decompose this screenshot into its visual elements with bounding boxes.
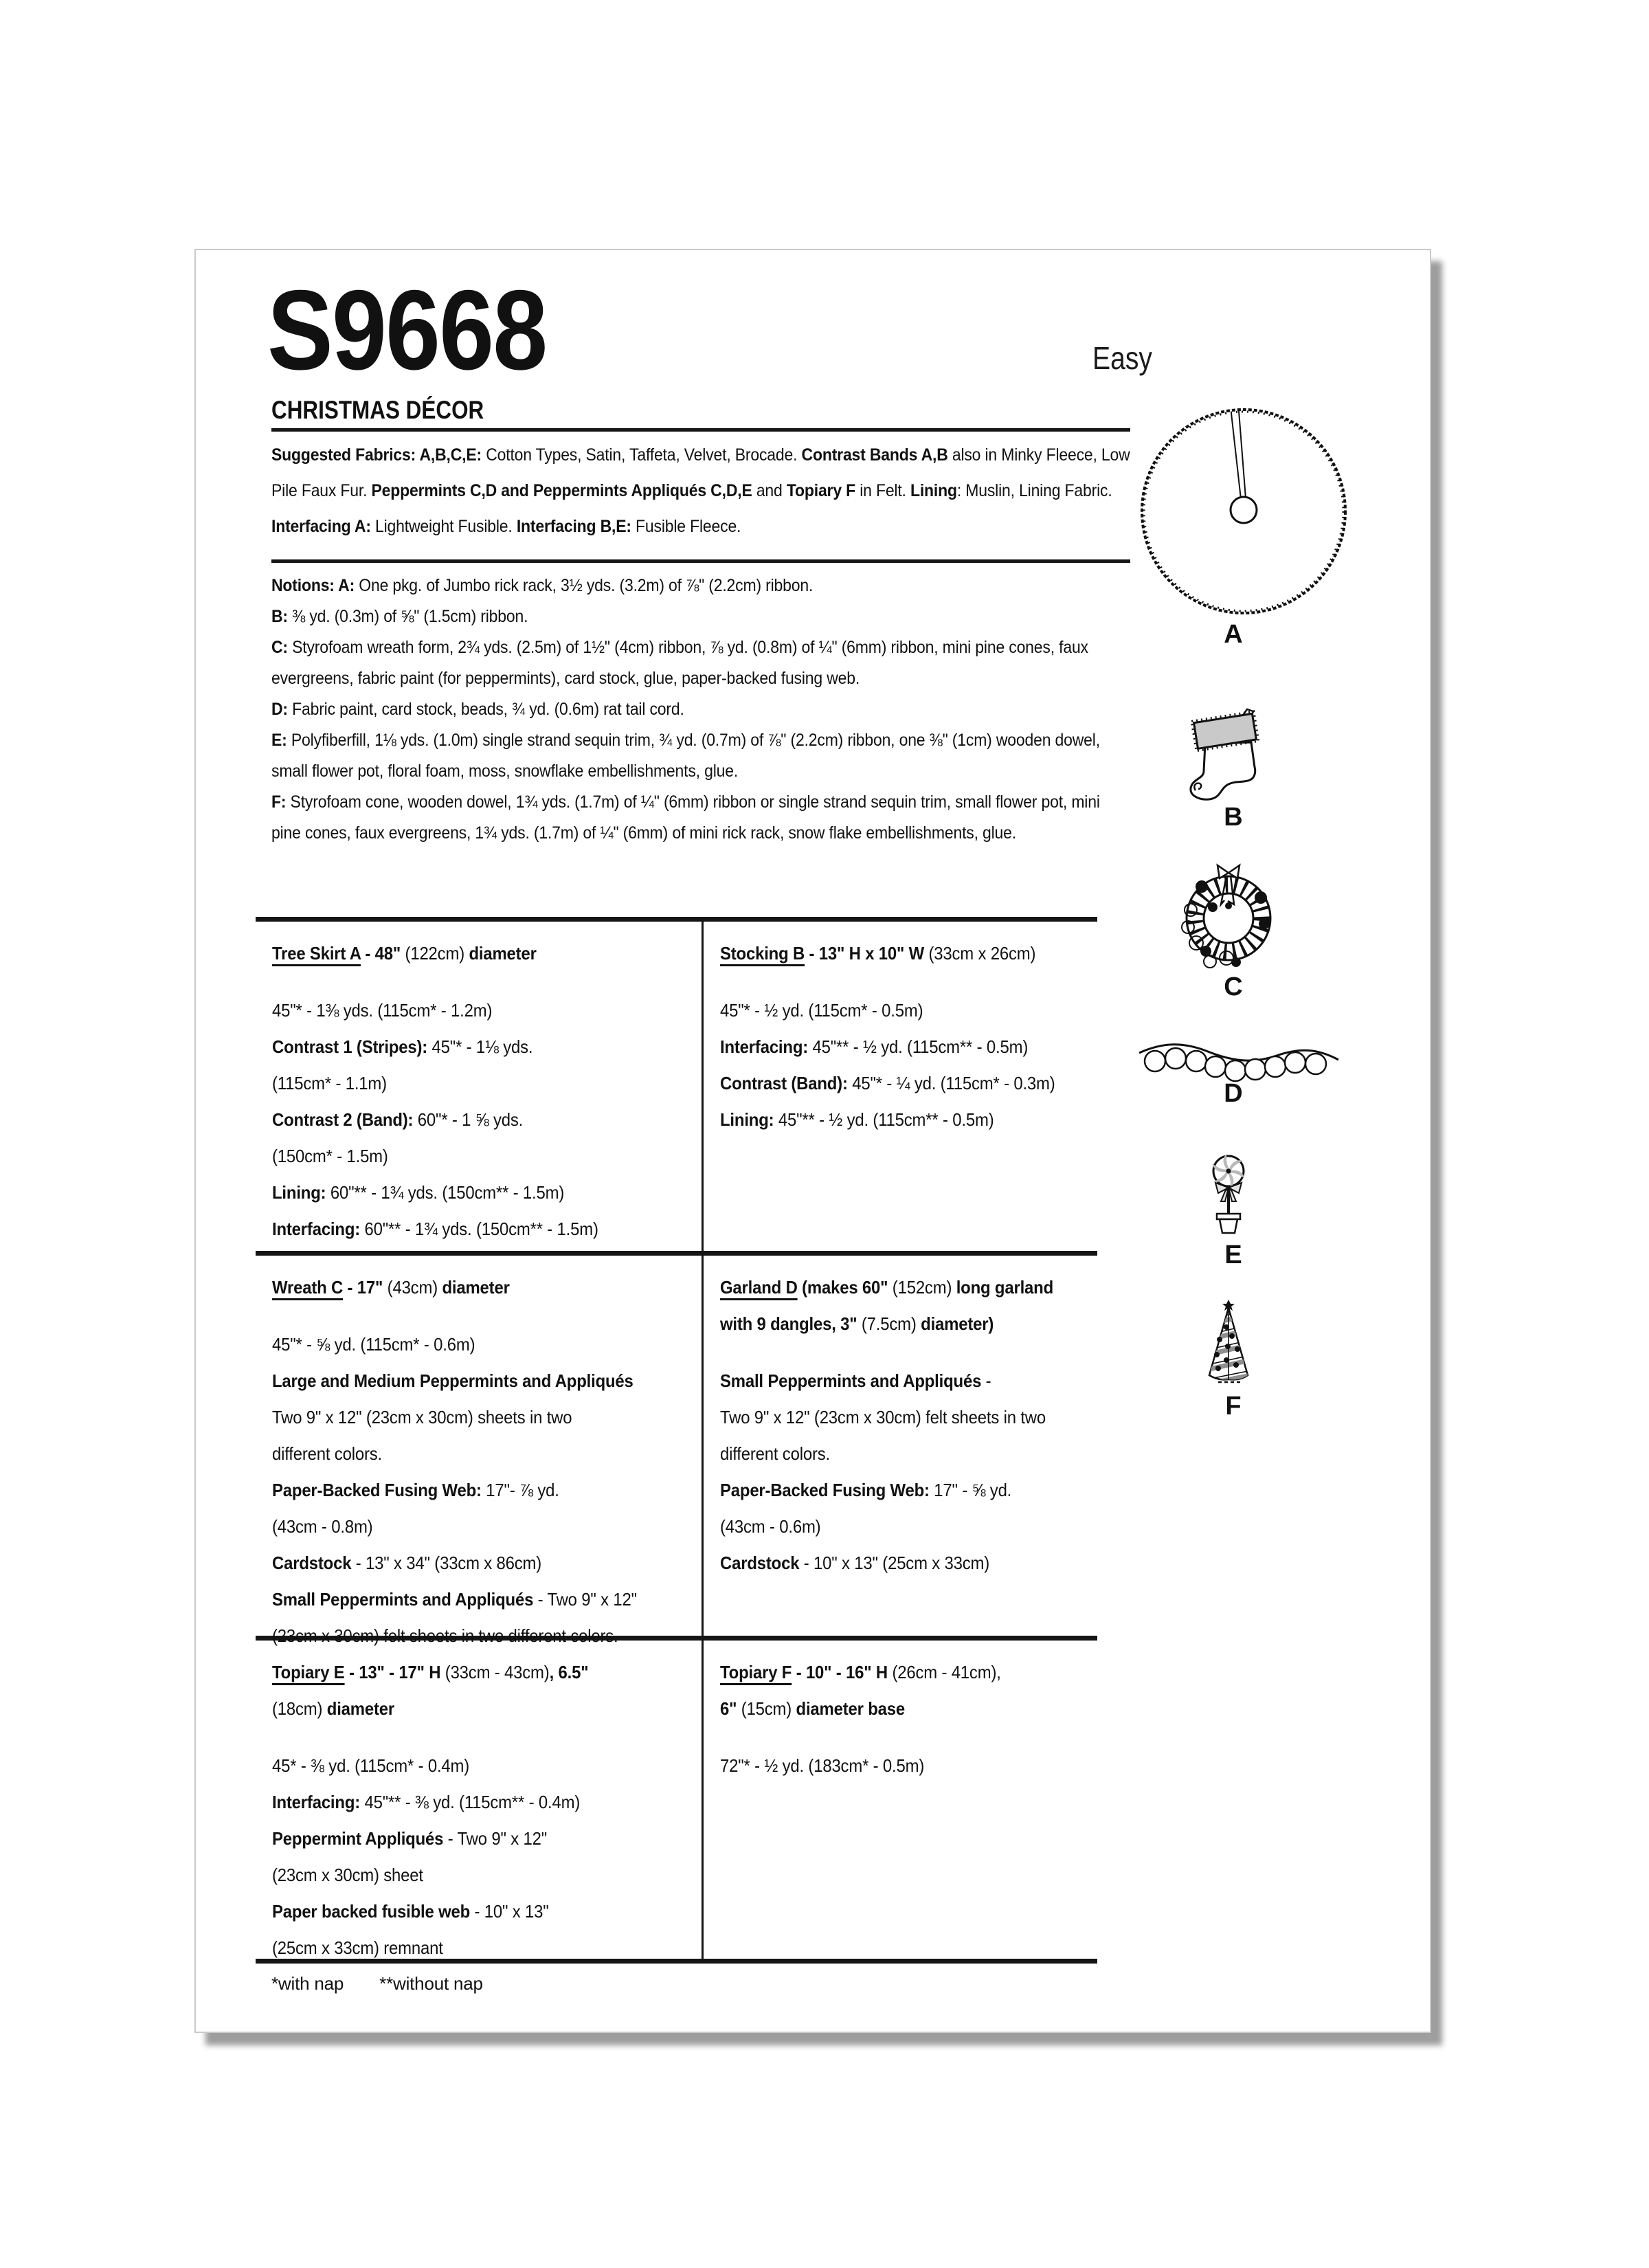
- table-cell-wreath-c: [256, 1256, 704, 1646]
- section-body-wreath-c: 45"* - ⅝ yd. (115cm* - 0.6m) Large and Medium Peppermints and Appliqués Two 9" x 12" (23cm x 30cm) sheets in two different colors. Paper-Backed Fusing Web: 17"- ⅞ yd. (43cm - 0.8m) Cardstock - 13" x 34" (33cm x 86cm) Small Peppermints and Appliqués - Two 9" x 12" (23cm x 30cm) felt sheets in two different colors.: [272, 1334, 637, 1646]
- section-title-topiary-e: Topiary E - 13" - 17" H (33cm - 43cm), 6.5" (18cm) diameter: [272, 1662, 589, 1719]
- notions-paragraph: [271, 570, 1130, 849]
- wreath-c-icon: [1170, 862, 1287, 979]
- illustration-label-c: C: [1224, 972, 1243, 1001]
- divider-rule-top: [271, 428, 1130, 432]
- table-cell-topiary-e: [256, 1641, 704, 1959]
- section-body-topiary-e: 45* - ⅜ yd. (115cm* - 0.4m) Interfacing: 45"** - ⅜ yd. (115cm** - 0.4m) Peppermint Appliqués - Two 9" x 12" (23cm x 30cm) sheet Paper backed fusible web - 10" x 13" (25cm x 33cm) remnant: [272, 1755, 581, 1958]
- topiary-e-icon: [1185, 1150, 1275, 1243]
- notion-item-b: B: ⅜ yd. (0.3m) of ⅝" (1.5cm) ribbon.: [271, 607, 528, 626]
- pattern-envelope-back-page: [194, 249, 1431, 2033]
- section-body-stocking-b: 45"* - ½ yd. (115cm* - 0.5m) Interfacing: 45"** - ½ yd. (115cm** - 0.5m) Contrast (Band): 45"* - ¼ yd. (115cm* - 0.3m) Lining: 45"** - ½ yd. (115cm** - 0.5m): [720, 1000, 1055, 1130]
- illustration-label-d: D: [1224, 1079, 1243, 1108]
- section-title-stocking-b: Stocking B - 13" H x 10" W (33cm x 26cm): [720, 943, 1036, 964]
- footnote-without-nap: **without nap: [379, 1973, 483, 1994]
- difficulty-level: Easy: [1092, 340, 1152, 376]
- section-body-tree-skirt-a: 45"* - 1⅜ yds. (115cm* - 1.2m) Contrast 1 (Stripes): 45"* - 1⅛ yds. (115cm* - 1.1m) Contrast 2 (Band): 60"* - 1 ⅝ yds. (150cm* - 1.5m) Lining: 60"** - 1¾ yds. (150cm** - 1.5m) Interfacing: 60"** - 1¾ yds. (150cm** - 1.5m): [272, 1000, 598, 1239]
- table-cell-topiary-f: [704, 1641, 1097, 1959]
- illustration-label-b: B: [1224, 803, 1243, 832]
- illustration-label-a: A: [1224, 620, 1243, 649]
- section-title-wreath-c: Wreath C - 17" (43cm) diameter: [272, 1277, 510, 1298]
- cone-topiary-illustration: [1177, 1298, 1280, 1388]
- section-title-garland-d: Garland D (makes 60" (152cm) long garland with 9 dangles, 3" (7.5cm) diameter): [720, 1277, 1054, 1334]
- stocking-illustration: [1189, 709, 1278, 805]
- tree-skirt-illustration: [1127, 398, 1360, 625]
- stocking-b-icon: [1189, 709, 1278, 805]
- category-title: CHRISTMAS DÉCOR: [271, 396, 484, 424]
- section-body-garland-d: Small Peppermints and Appliqués - Two 9" x 12" (23cm x 30cm) felt sheets in two different colors. Paper-Backed Fusing Web: 17" - ⅝ yd. (43cm - 0.6m) Cardstock - 10" x 13" (25cm x 33cm): [720, 1370, 1046, 1573]
- nap-footnote: [271, 1973, 483, 1994]
- section-title-topiary-f: Topiary F - 10" - 16" H (26cm - 41cm), 6" (15cm) diameter base: [720, 1662, 1001, 1719]
- yardage-table: [256, 917, 1097, 1964]
- peppermint-topiary-illustration: [1185, 1150, 1275, 1243]
- divider-rule-notions: [271, 559, 1130, 563]
- notion-item-d: D: Fabric paint, card stock, beads, ¾ yd. (0.6m) rat tail cord.: [271, 700, 684, 719]
- suggested-fabrics-paragraph: Suggested Fabrics: A,B,C,E: Cotton Types, Satin, Taffeta, Velvet, Brocade. Contrast Bands A,B also in Minky Fleece, Low Pile Faux Fur. Peppermints C,D and Peppermints Appliqués C,D,E and Topiary F in Felt. Lining: Muslin, Lining Fabric. Interfacing A: Lightweight Fusible. Interfacing B,E: Fusible Fleece.: [271, 445, 1130, 536]
- notion-item-f: F: Styrofoam cone, wooden dowel, 1¾ yds. (1.7m) of ¼" (6mm) ribbon or single strand sequin trim, small flower pot, mini pine cones, faux evergreens, 1¾ yds. (1.7m) of ¼" (6mm) of mini rick rack, snow flake embellishments, glue.: [271, 792, 1100, 843]
- footnote-with-nap: *with nap: [271, 1973, 344, 1994]
- tree-skirt-a-icon: [1127, 398, 1360, 625]
- notion-item-e: E: Polyfiberfill, 1⅛ yds. (1.0m) single strand sequin trim, ¾ yd. (0.7m) of ⅞" (2.2cm) ribbon, one ⅜" (1cm) wooden dowel, small flower pot, floral foam, moss, snowflake embellishments, glue.: [271, 731, 1100, 781]
- wreath-illustration: [1170, 862, 1287, 979]
- table-cell-tree-skirt-a: [256, 922, 704, 1256]
- notion-item-c: C: Styrofoam wreath form, 2¾ yds. (2.5m) of 1½" (4cm) ribbon, ⅞ yd. (0.8m) of ¼" (6mm) ribbon, mini pine cones, faux evergreens, fabric paint (for peppermints), card stock, glue, paper-backed fusing web.: [271, 638, 1088, 688]
- table-cell-garland-d: [704, 1256, 1097, 1641]
- section-body-topiary-f: 72"* - ½ yd. (183cm* - 0.5m): [720, 1755, 925, 1776]
- pattern-number: S9668: [267, 267, 547, 393]
- topiary-f-icon: [1177, 1298, 1280, 1388]
- illustration-label-e: E: [1224, 1241, 1242, 1269]
- notion-item-a: Notions: A: One pkg. of Jumbo rick rack, 3½ yds. (3.2m) of ⅞" (2.2cm) ribbon.: [271, 576, 814, 595]
- section-title-tree-skirt-a: Tree Skirt A - 48" (122cm) diameter: [272, 943, 537, 964]
- table-cell-stocking-b: [704, 922, 1097, 1256]
- illustration-label-f: F: [1225, 1392, 1242, 1421]
